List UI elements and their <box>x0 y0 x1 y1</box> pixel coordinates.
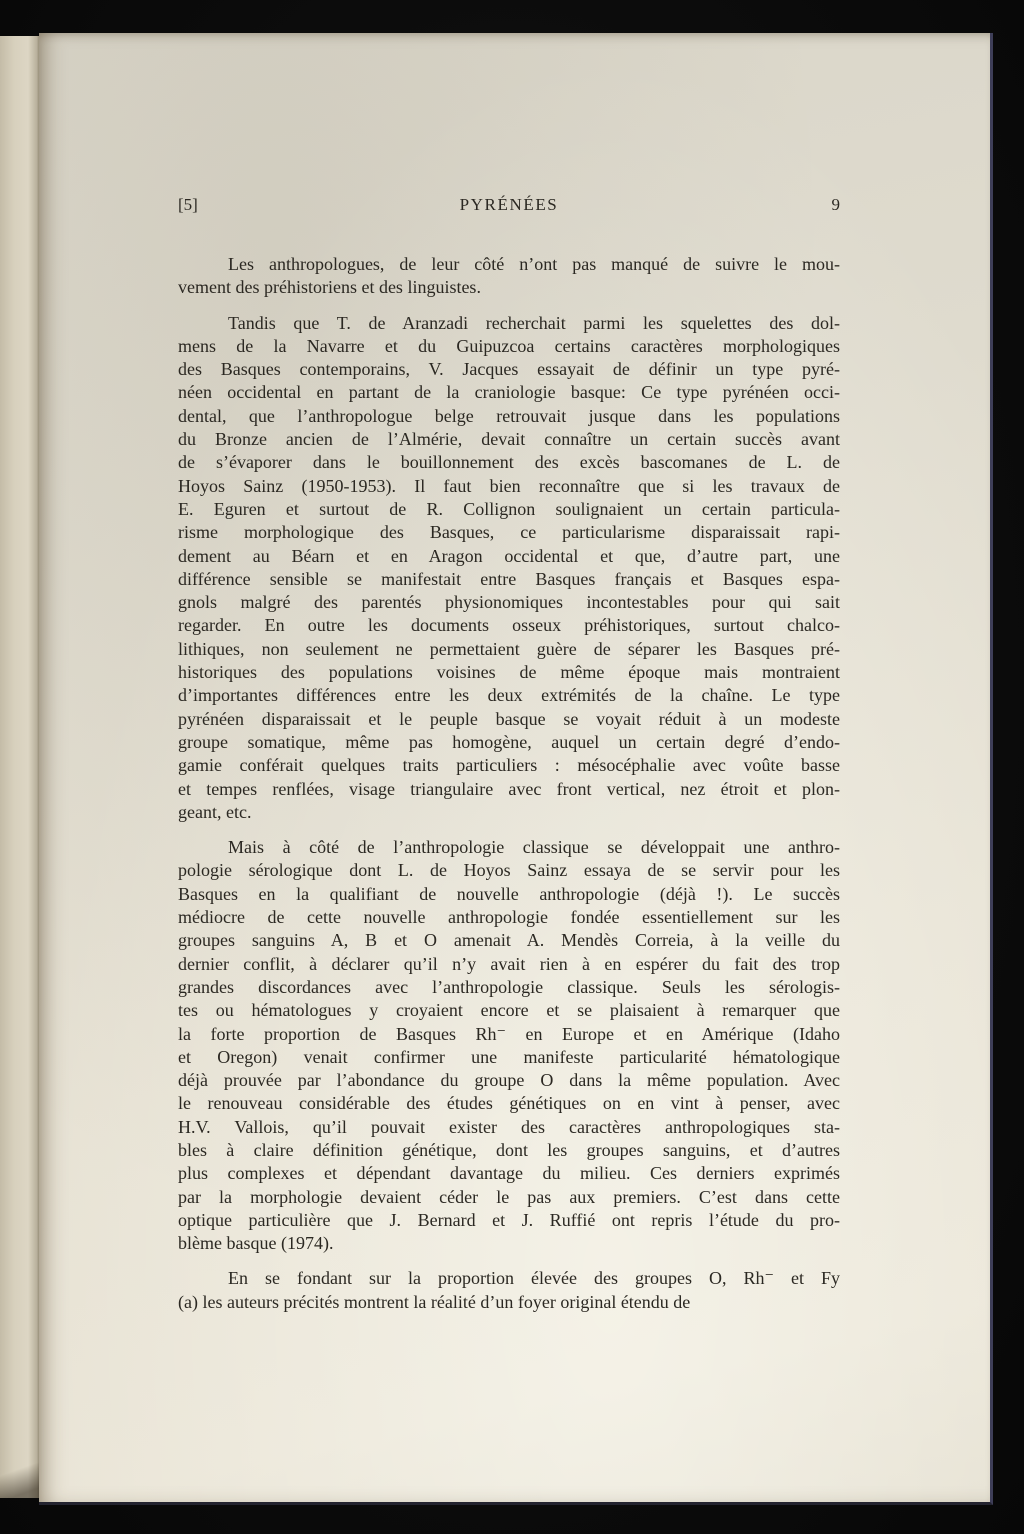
text-line: risme morphologique des Basques, ce particularisme disparaissait rapi- <box>178 522 840 543</box>
text-line: le renouveau considérable des études génétiques on en vint à penser, avec <box>178 1093 840 1114</box>
text-line: la forte proportion de Basques Rh⁻ en Europe et en Amérique (Idaho <box>178 1023 840 1044</box>
text-line: gamie conférait quelques traits particuliers : mésocéphalie avec voûte basse <box>178 755 840 776</box>
text-line: optique particulière que J. Bernard et J. Ruffié ont repris l’étude du pro- <box>178 1209 840 1230</box>
header-section-number: [5] <box>178 195 198 214</box>
text-line: déjà prouvée par l’abondance du groupe O dans la même population. Avec <box>178 1070 840 1091</box>
text-line: mens de la Navarre et du Guipuzcoa certains caractères morphologiques <box>178 335 840 356</box>
header-page-number: 9 <box>831 195 840 214</box>
text-line: dental, que l’anthropologue belge retrouvait jusque dans les populations <box>178 405 840 426</box>
text-line: du Bronze ancien de l’Almérie, devait connaître un certain succès avant <box>178 429 840 450</box>
text-line: En se fondant sur la proportion élevée des groupes O, Rh⁻ et Fy <box>228 1268 840 1289</box>
text-line: d’importantes différences entre les deux extrémités de la chaîne. Le type <box>178 685 840 706</box>
text-line: par la morphologie devaient céder le pas aux premiers. C’est dans cette <box>178 1186 840 1207</box>
text-line: historiques des populations voisines de même époque mais montraient <box>178 662 840 683</box>
text-line: Hoyos Sainz (1950-1953). Il faut bien reconnaître que si les travaux de <box>178 475 840 496</box>
text-line: Les anthropologues, de leur côté n’ont pas manqué de suivre le mou- <box>228 254 840 274</box>
text-line: Tandis que T. de Aranzadi recherchait parmi les squelettes des dol- <box>228 312 840 333</box>
text-column <box>178 193 840 1314</box>
text-line: pologie sérologique dont L. de Hoyos Sainz essaya de se servir pour les <box>178 860 840 881</box>
text-line: groupes sanguins A, B et O amenait A. Mendès Correia, à la veille du <box>178 930 840 951</box>
running-header <box>178 193 840 217</box>
text-line: pyrénéen disparaissait et le peuple basque se voyait réduit à un modeste <box>178 708 840 729</box>
text-line: lithiques, non seulement ne permettaient guère de séparer les Basques pré- <box>178 638 840 659</box>
text-line: gnols malgré des parentés physionomiques incontestables pour qui sait <box>178 592 840 613</box>
text-line: geant, etc. <box>178 801 252 822</box>
text-line: tes ou hématologues y croyaient encore et se plaisaient à remarquer que <box>178 1000 840 1021</box>
paragraph <box>178 312 840 825</box>
text-line: des Basques contemporains, V. Jacques essayait de définir un type pyré- <box>178 359 840 380</box>
paragraph <box>178 836 840 1255</box>
text-line: bles à claire définition génétique, dont les groupes sanguins, et d’autres <box>178 1139 840 1160</box>
text-line: vement des préhistoriens et des linguistes. <box>178 277 481 298</box>
text-line: différence sensible se manifestait entre Basques français et Basques espa- <box>178 568 840 589</box>
text-line: blème basque (1974). <box>178 1233 334 1254</box>
text-line: groupe somatique, même pas homogène, auquel un certain degré d’endo- <box>178 731 840 752</box>
text-line: néen occidental en partant de la craniologie basque: Ce type pyrénéen occi- <box>178 382 840 403</box>
paragraph <box>178 1267 840 1314</box>
text-line: dernier conflit, à déclarer qu’il n’y avait rien à en espérer du fait des trop <box>178 953 840 974</box>
text-line: et Oregon) venait confirmer une manifeste particularité hématologique <box>178 1046 840 1067</box>
text-body <box>178 253 840 1314</box>
header-title: PYRÉNÉES <box>459 195 559 214</box>
text-line: et tempes renflées, visage triangulaire avec front vertical, nez étroit et plon- <box>178 778 840 799</box>
text-line: grandes discordances avec l’anthropologie classique. Seuls les sérologis- <box>178 976 840 997</box>
text-line: Basques en la qualifiant de nouvelle anthropologie (déjà !). Le succès <box>178 883 840 904</box>
text-line: plus complexes et dépendant davantage du milieu. Ces derniers exprimés <box>178 1163 840 1184</box>
book-page-stack-edge <box>0 36 43 1498</box>
text-line: H.V. Vallois, qu’il pouvait exister des caractères anthropologiques sta- <box>178 1116 840 1137</box>
text-line: dement au Béarn et en Aragon occidental et que, d’autre part, une <box>178 545 840 566</box>
text-line: E. Eguren et surtout de R. Collignon soulignaient un certain particula- <box>178 498 840 519</box>
paragraph <box>178 253 840 300</box>
page-fold-shadow <box>0 1460 40 1498</box>
text-line: (a) les auteurs précités montrent la réalité d’un foyer original étendu de <box>178 1291 691 1312</box>
text-line: de s’évaporer dans le bouillonnement des excès bascomanes de L. de <box>178 452 840 473</box>
book-page <box>39 33 993 1505</box>
text-line: regarder. En outre les documents osseux préhistoriques, surtout chalco- <box>178 615 840 636</box>
text-line: Mais à côté de l’anthropologie classique se développait une anthro- <box>228 837 840 858</box>
text-line: médiocre de cette nouvelle anthropologie fondée essentiellement sur les <box>178 907 840 928</box>
